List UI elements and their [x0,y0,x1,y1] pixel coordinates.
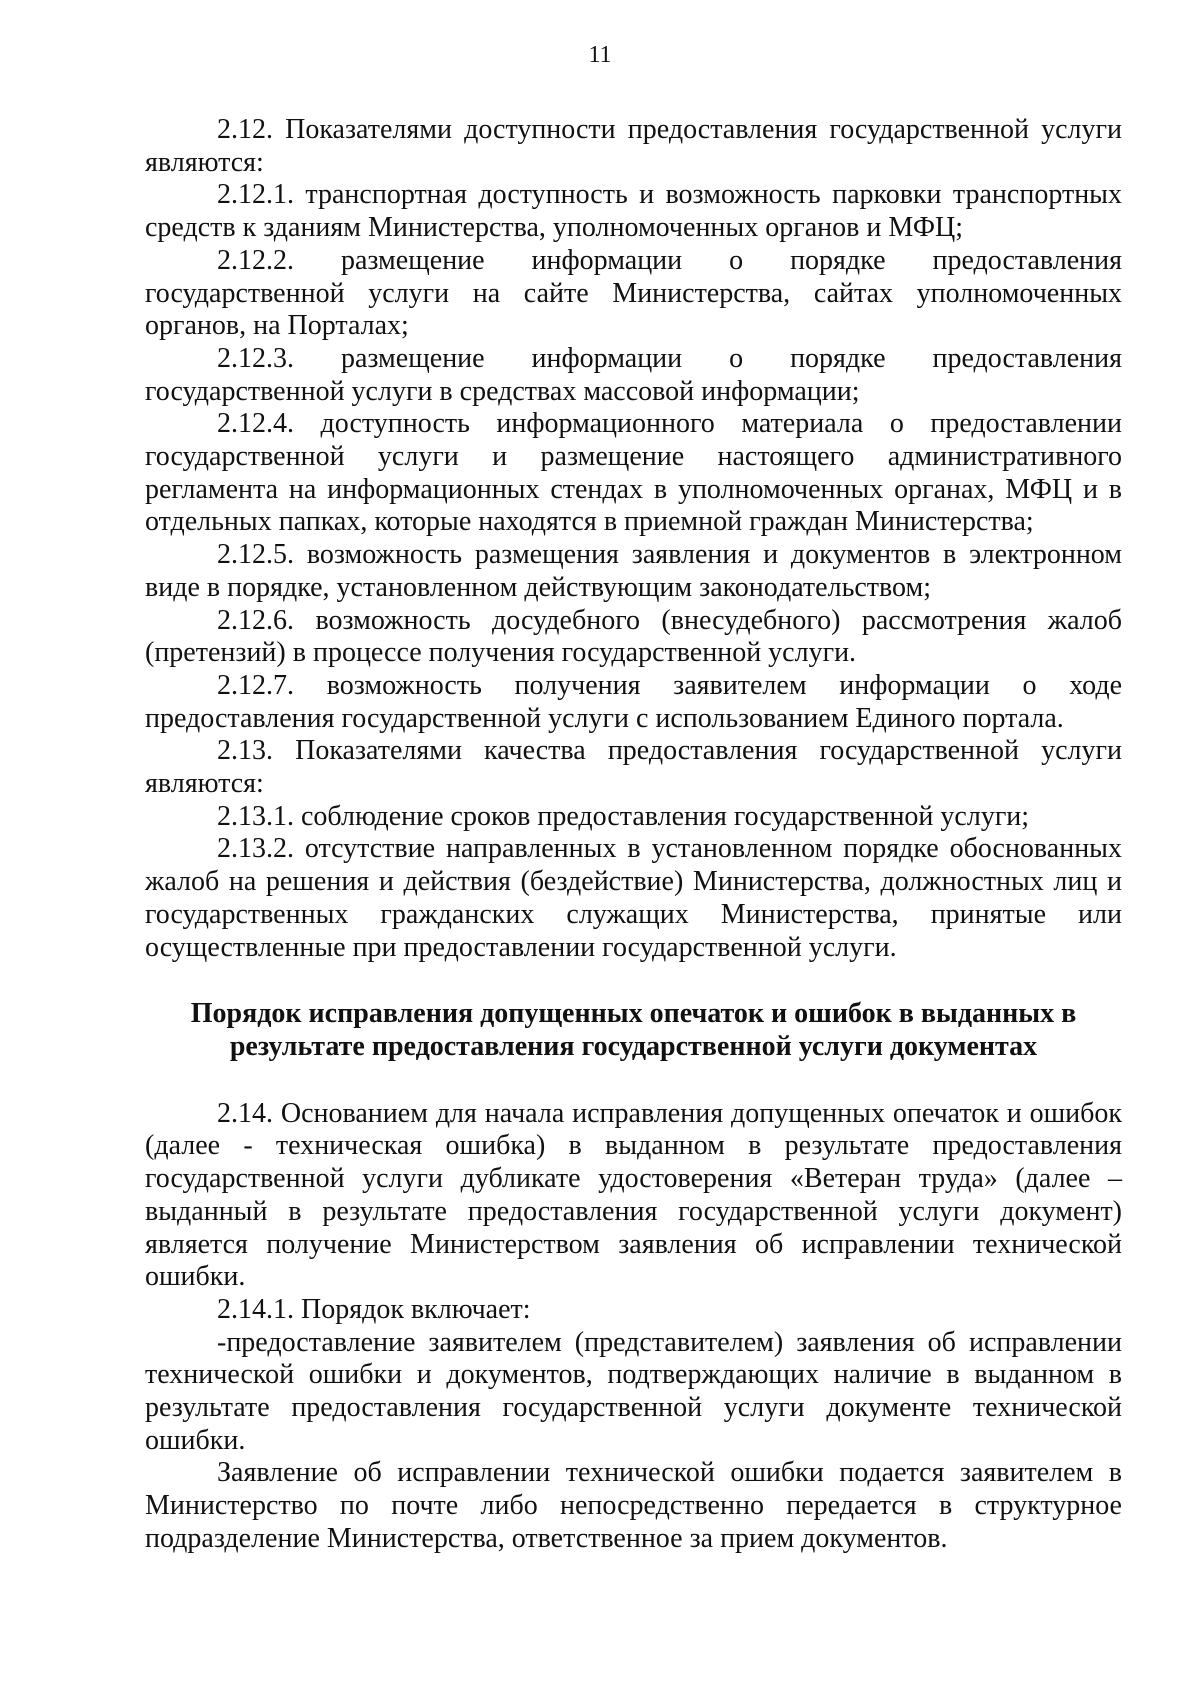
paragraph-2-12-5: 2.12.5. возможность размещения заявления и документов в электронном виде в порядке, установленном действующим законодательством; [145,539,1122,603]
document-body [145,114,1122,1556]
paragraph-2-13-1: 2.13.1. соблюдение сроков предоставления государственной услуги; [217,800,1030,832]
section-heading-line-1: Порядок исправления допущенных опечаток и ошибок в выданных в [190,998,1077,1030]
paragraph-2-12-6: 2.12.6. возможность досудебного (внесудебного) рассмотрения жалоб (претензий) в процессе получения государственной услуги. [145,604,1122,669]
paragraph-2-14: 2.14. Основанием для начала исправления допущенных опечаток и ошибок (далее - техническая ошибка) в выданном в результате предоставления государственной услуги дубликате удостоверения «Ветеран труда» (далее – выданный в результате предоставления государственной услуги документ) является получение Министерством заявления об исправлении технической ошибки. [145,1097,1122,1293]
paragraph-2-12-1: 2.12.1. транспортная доступность и возможность парковки транспортных средств к зданиям Министерства, уполномоченных органов и МФЦ; [145,179,1122,244]
section-heading [145,998,1122,1063]
paragraph-2-12-7: 2.12.7. возможность получения заявителем информации о ходе предоставления государственной услуги с использованием Единого портала. [145,669,1122,734]
paragraph-application-submission: Заявление об исправлении технической ошибки подается заявителем в Министерство по почте либо непосредственно передается в структурное подразделение Министерства, ответственное за прием документов. [145,1457,1122,1554]
paragraph-2-13: 2.13. Показателями качества предоставления государственной услуги являются: [145,735,1122,800]
paragraph-2-12-3: 2.12.3. размещение информации о порядке предоставления государственной услуги в средствах массовой информации; [145,342,1122,407]
paragraph-2-13-2: 2.13.2. отсутствие направленных в установленном порядке обоснованных жалоб на решения и действия (бездействие) Министерства, должностных лиц и государственных гражданских служащих Министерства, принятые или осуществленные при предоставлении государственной услуги. [145,833,1122,963]
paragraph-procedure-item: -предоставление заявителем (представителем) заявления об исправлении технической ошибки и документов, подтверждающих наличие в выданном в результате предоставления государственной услуги документе технической ошибки. [145,1326,1122,1456]
paragraph-2-12-2: 2.12.2. размещение информации о порядке предоставления государственной услуги на сайте Министерства, сайтах уполномоченных органов, на Порталах; [145,244,1122,342]
section-heading-line-2: результате предоставления государственной услуги документах [229,1030,1038,1062]
paragraph-2-14-1: 2.14.1. Порядок включает: [217,1293,531,1325]
page-number: 11 [588,42,612,68]
paragraph-2-12-4: 2.12.4. доступность информационного материала о предоставлении государственной услуги и размещение настоящего административного регламента на информационных стендах в уполномоченных органах, МФЦ и в отдельных папках, которые находятся в приемной граждан Министерства; [145,408,1122,538]
paragraph-2-12: 2.12. Показателями доступности предоставления государственной услуги являются: [145,114,1122,178]
